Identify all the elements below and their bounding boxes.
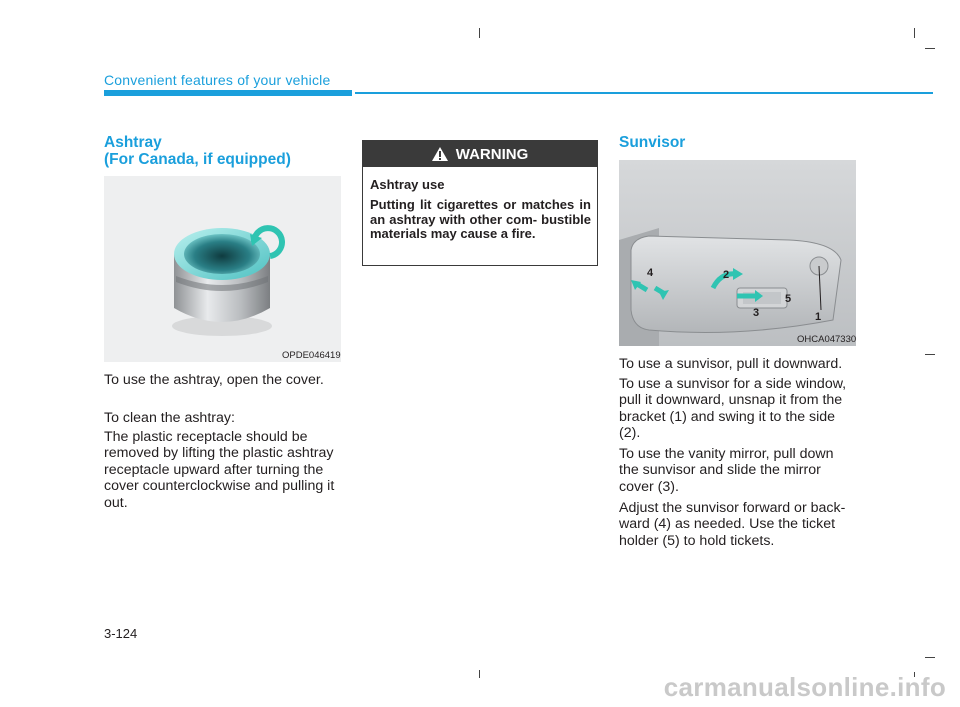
ashtray-heading-line2: (For Canada, if equipped) <box>104 151 291 168</box>
text-line: To use the vanity mirror, pull down <box>619 446 834 462</box>
ashtray-heading-line1: Ashtray <box>104 134 162 151</box>
text-line: The plastic receptacle should be <box>104 429 308 445</box>
text-line: holder (5) to hold tickets. <box>619 532 775 549</box>
warning-text: Putting lit cigarettes or matches in an ashtray with other com- bustible materials may cause a fire. <box>370 197 591 242</box>
header-rule-thick <box>104 90 352 96</box>
page-number: 3-124 <box>104 626 138 641</box>
header-rule-thin <box>355 92 933 94</box>
crop-mark <box>479 28 480 38</box>
text-line: ward (4) as needed. Use the ticket <box>619 516 836 533</box>
section-header-title: Convenient features of your vehicle <box>104 72 331 88</box>
ashtray-figure <box>104 176 341 362</box>
text-line: the sunvisor and slide the mirror <box>619 462 821 479</box>
warning-box <box>362 140 598 266</box>
sunvisor-para-pull: To use a sunvisor, pull it downward. <box>619 356 843 372</box>
ashtray-figure-code: OPDE046419 <box>282 350 341 361</box>
text-line: Adjust the sunvisor forward or back- <box>619 500 846 516</box>
crop-mark <box>925 354 935 355</box>
callout-3: 3 <box>753 307 760 319</box>
text-line: cover counterclockwise and pulling it <box>104 478 335 495</box>
ashtray-para-clean: To clean the ashtray: <box>104 410 235 426</box>
text-line: pull it downward, unsnap it from the <box>619 392 843 409</box>
warning-title: Ashtray use <box>370 177 445 192</box>
text-line: To use a sunvisor for a side window, <box>619 376 847 392</box>
callout-5: 5 <box>785 293 792 305</box>
text-line: (2). <box>619 425 641 442</box>
ashtray-para-open: To use the ashtray, open the cover. <box>104 372 324 388</box>
ashtray-heading <box>104 134 291 168</box>
sunvisor-para-side <box>619 376 856 442</box>
crop-mark <box>479 670 480 678</box>
crop-mark <box>914 28 915 38</box>
text-line: bracket (1) and swing it to the side <box>619 408 836 425</box>
text-line: cover (3). <box>619 478 679 495</box>
sunvisor-figure <box>619 160 856 346</box>
ashtray-para-remove <box>104 429 342 511</box>
sunvisor-heading <box>619 134 685 151</box>
sunvisor-para-mirror <box>619 446 856 495</box>
sunvisor-para-adjust <box>619 500 856 549</box>
ashtray-illustration <box>104 176 341 362</box>
text-line: receptacle upward after turning the <box>104 461 324 478</box>
text-line: removed by lifting the plastic ashtray <box>104 445 334 462</box>
sunvisor-heading-text: Sunvisor <box>619 134 686 151</box>
text-line: out. <box>104 494 128 511</box>
warning-label: WARNING <box>455 145 529 163</box>
warning-triangle-icon <box>432 147 448 161</box>
watermark: carmanualsonline.info <box>663 672 946 702</box>
warning-header <box>363 141 597 167</box>
callout-4: 4 <box>647 267 654 279</box>
crop-mark <box>925 657 935 658</box>
callout-2: 2 <box>723 269 730 281</box>
callout-1: 1 <box>815 311 822 323</box>
sunvisor-illustration <box>619 160 856 346</box>
sunvisor-figure-code: OHCA047330 <box>797 334 857 345</box>
crop-mark <box>925 48 935 49</box>
